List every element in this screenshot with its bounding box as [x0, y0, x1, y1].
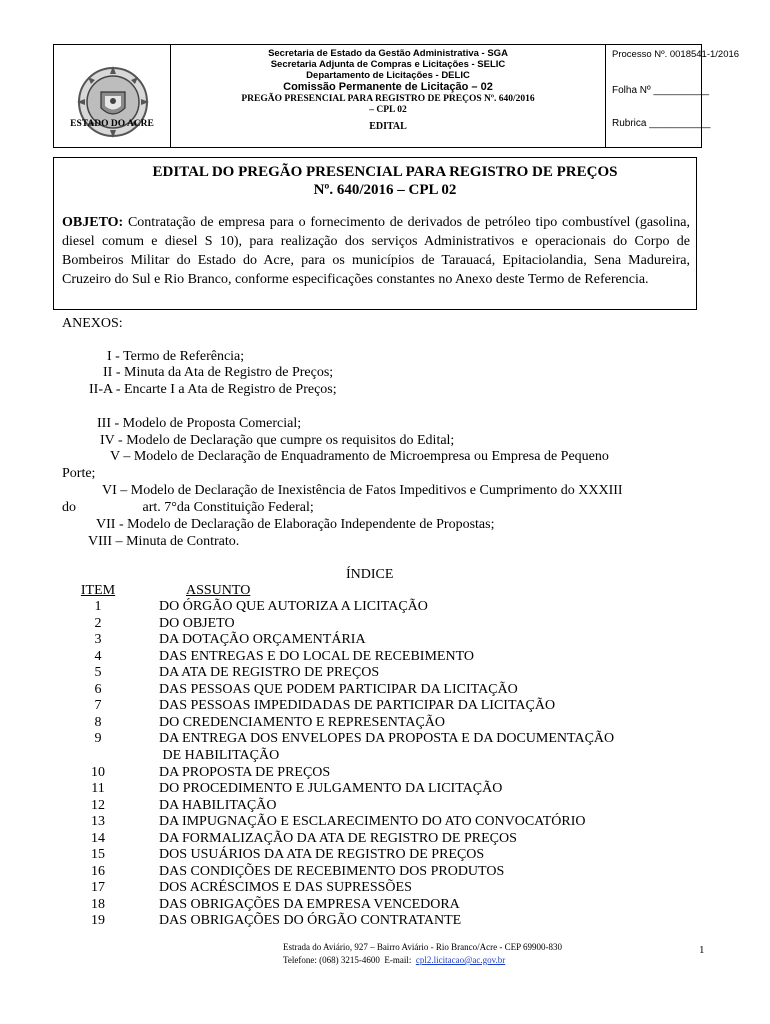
anexo-item: II-A - Encarte I a Ata de Registro de Preços; [89, 382, 337, 397]
anexo-item-continuation: do art. 7°da Constituição Federal; [62, 500, 314, 515]
indice-item-number: 19 [91, 913, 105, 928]
anexo-item: I - Termo de Referência; [107, 349, 245, 364]
anexo-item: VIII – Minuta de Contrato. [88, 534, 240, 549]
header-center-cell [171, 45, 606, 147]
anexo-item: IV - Modelo de Declaração que cumpre os requisitos do Edital; [100, 433, 455, 448]
indice-item-subject: DOS USUÁRIOS DA ATA DE REGISTRO DE PREÇOS [159, 847, 485, 862]
indice-item-number: 6 [94, 682, 102, 697]
processo-number: Processo Nº. 0018541-1/2016 [612, 49, 740, 60]
objeto-text: Contratação de empresa para o fornecimento de derivados de petróleo tipo combustível (gasolina, diesel comum e diesel S 10), para realização dos serviços Administrativos e operacionais do Corpo de Bombeiros Militar do Estado do Acre, para os municípios de Tarauacá, Epitaciolandia, Sena Madureira, Cruzeiro do Sul e Rio Branco, conforme especificações constantes no Anexo deste Termo de Referencia. [62, 215, 690, 287]
header-right-cell [606, 45, 740, 147]
indice-item-subject: DAS ENTREGAS E DO LOCAL DE RECEBIMENTO [159, 649, 474, 664]
indice-item-subject: DA PROPOSTA DE PREÇOS [159, 765, 331, 780]
indice-item-number: 9 [94, 731, 102, 746]
indice-item-number: 18 [91, 897, 105, 912]
indice-item-number: 7 [94, 698, 102, 713]
anexo-item: VI – Modelo de Declaração de Inexistência de Fatos Impeditivos e Cumprimento do XXXIII [102, 483, 623, 498]
indice-item-number: 3 [94, 632, 102, 647]
rubrica-field: Rubrica ___________ [612, 118, 711, 129]
objeto-paragraph [62, 213, 690, 289]
header-edital: EDITAL [369, 121, 407, 132]
footer-contact: Telefone: (068) 3215-4600 E-mail: cpl2.licitacao@ac.gov.br [283, 955, 506, 965]
state-coat-of-arms-icon [71, 60, 155, 144]
indice-item-number: 16 [91, 864, 105, 879]
header-pregao-line1: PREGÃO PRESENCIAL PARA REGISTRO DE PREÇOS Nº. 640/2016 [241, 94, 535, 104]
indice-item-subject: DO OBJETO [159, 616, 235, 631]
header-line-delic: Departamento de Licitações - DELIC [306, 70, 470, 81]
header-left-cell [54, 45, 171, 147]
header-line-sga: Secretaria de Estado da Gestão Administrativa - SGA [268, 48, 508, 59]
edital-title-line1: EDITAL DO PREGÃO PRESENCIAL PARA REGISTRO DE PREÇOS [152, 164, 618, 180]
indice-item-subject: DAS PESSOAS QUE PODEM PARTICIPAR DA LICITAÇÃO [159, 682, 518, 697]
objeto-label: OBJETO: [62, 215, 124, 230]
header-commission: Comissão Permanente de Licitação – 02 [283, 81, 493, 93]
indice-item-number: 14 [91, 831, 105, 846]
indice-item-subject: DA IMPUGNAÇÃO E ESCLARECIMENTO DO ATO CONVOCATÓRIO [159, 814, 586, 829]
header-line-selic: Secretaria Adjunta de Compras e Licitações - SELIC [270, 59, 506, 70]
page-footer [283, 941, 562, 967]
indice-item-subject: DE HABILITAÇÃO [159, 748, 280, 763]
state-label: ESTADO DO ACRE [70, 119, 154, 129]
indice-item-number: 10 [91, 765, 105, 780]
indice-header-subject: ASSUNTO [186, 583, 251, 598]
indice-item-subject: DAS OBRIGAÇÕES DO ÓRGÃO CONTRATANTE [159, 913, 462, 928]
page-number: 1 [699, 944, 705, 956]
anexo-item-continuation: Porte; [62, 466, 96, 481]
indice-item-subject: DAS CONDIÇÕES DE RECEBIMENTO DOS PRODUTOS [159, 864, 505, 879]
indice-item-subject: DAS PESSOAS IMPEDIDADAS DE PARTICIPAR DA LICITAÇÃO [159, 698, 556, 713]
anexo-item: V – Modelo de Declaração de Enquadramento de Microempresa ou Empresa de Pequeno [110, 449, 609, 464]
edital-title-line2: Nº. 640/2016 – CPL 02 [313, 182, 457, 198]
anexo-item: VII - Modelo de Declaração de Elaboração Independente de Propostas; [96, 517, 495, 532]
header-pregao-line2: – CPL 02 [369, 105, 407, 115]
indice-item-subject: DO PROCEDIMENTO E JULGAMENTO DA LICITAÇÃO [159, 781, 503, 796]
indice-item-subject: DA ENTREGA DOS ENVELOPES DA PROPOSTA E DA DOCUMENTAÇÃO [159, 731, 615, 746]
indice-item-number: 8 [94, 715, 102, 730]
indice-item-subject: DOS ACRÉSCIMOS E DAS SUPRESSÕES [159, 880, 412, 895]
indice-item-number: 17 [91, 880, 105, 895]
anexos-label: ANEXOS: [62, 316, 123, 331]
footer-address: Estrada do Aviário, 927 – Bairro Aviário - Rio Branco/Acre - CEP 69900-830 [283, 942, 563, 952]
indice-item-number: 5 [94, 665, 102, 680]
anexo-item: III - Modelo de Proposta Comercial; [97, 416, 302, 431]
footer-email-link[interactable]: cpl2.licitacao@ac.gov.br [415, 955, 506, 965]
indice-item-number: 11 [91, 781, 105, 796]
indice-item-subject: DA FORMALIZAÇÃO DA ATA DE REGISTRO DE PREÇOS [159, 831, 517, 846]
indice-title: ÍNDICE [346, 567, 394, 582]
indice-item-number: 12 [91, 798, 105, 813]
indice-item-subject: DA DOTAÇÃO ORÇAMENTÁRIA [159, 632, 366, 647]
indice-header-item: ITEM [80, 583, 116, 598]
indice-item-subject: DO ÓRGÃO QUE AUTORIZA A LICITAÇÃO [159, 599, 428, 614]
folha-field: Folha Nº __________ [612, 85, 710, 96]
indice-item-subject: DAS OBRIGAÇÕES DA EMPRESA VENCEDORA [159, 897, 460, 912]
indice-item-subject: DA ATA DE REGISTRO DE PREÇOS [159, 665, 380, 680]
indice-item-number: 4 [94, 649, 102, 664]
indice-item-number: 13 [91, 814, 105, 829]
indice-item-number: 1 [94, 599, 102, 614]
indice-item-number: 2 [94, 616, 102, 631]
indice-item-subject: DA HABILITAÇÃO [159, 798, 277, 813]
indice-item-number: 15 [91, 847, 105, 862]
anexo-item: II - Minuta da Ata de Registro de Preços; [103, 365, 334, 380]
edital-title [0, 163, 770, 199]
document-header [53, 44, 740, 148]
indice-item-subject: DO CREDENCIAMENTO E REPRESENTAÇÃO [159, 715, 446, 730]
